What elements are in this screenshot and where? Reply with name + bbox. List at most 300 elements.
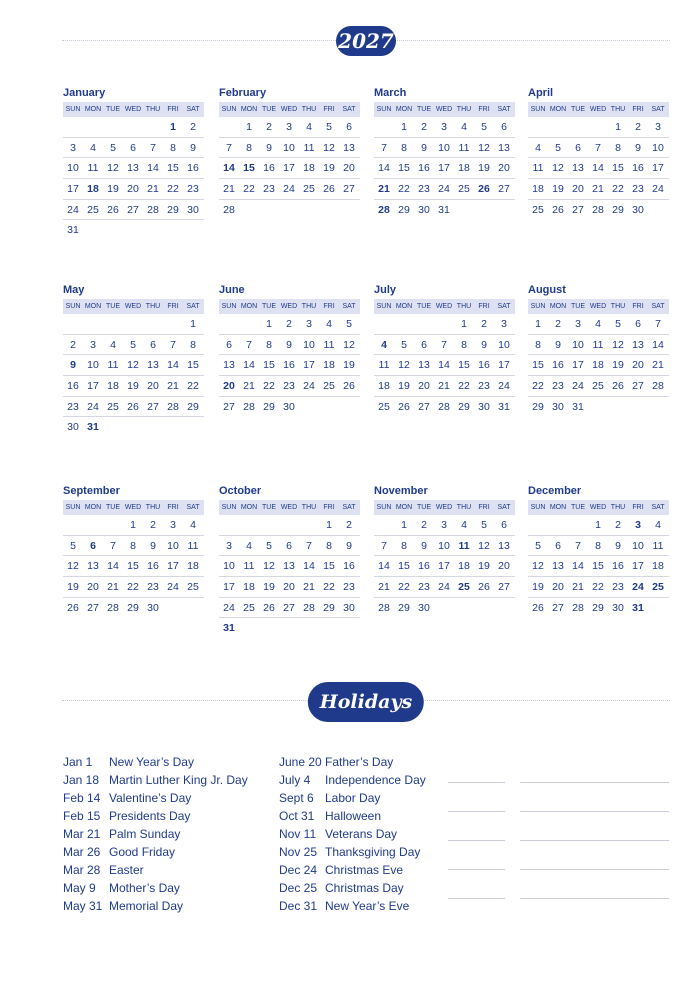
day-cell: 19: [398, 379, 410, 392]
holiday-date: Dec 25: [279, 881, 318, 895]
day-cell: 14: [592, 162, 604, 175]
day-cell: 9: [421, 141, 427, 154]
weekday-label: THU: [145, 504, 161, 511]
day-cell: 2: [635, 120, 641, 133]
weekday-label: WED: [280, 106, 298, 113]
day-cell: 2: [421, 518, 427, 531]
day-cell: 3: [306, 317, 312, 330]
day-cell: 25: [303, 182, 315, 195]
day-cell: 11: [243, 560, 255, 573]
day-cell: 21: [572, 580, 584, 593]
day-cell: 1: [595, 518, 601, 531]
weekday-label: SUN: [530, 106, 546, 113]
day-cell: 24: [67, 203, 79, 216]
weekday-label: SAT: [651, 504, 665, 511]
day-cell: 6: [130, 141, 136, 154]
day-cell: 5: [555, 141, 561, 154]
holiday-item: [279, 825, 426, 843]
day-cell: 24: [572, 379, 584, 392]
day-cell: 4: [655, 518, 661, 531]
month-name: October: [219, 485, 262, 497]
weekday-label: WED: [435, 504, 453, 511]
day-cell: 16: [478, 359, 490, 372]
day-cell: 28: [572, 601, 584, 614]
day-cell: 18: [303, 162, 315, 175]
day-cell: 10: [652, 141, 664, 154]
day-cell: 15: [592, 560, 604, 573]
note-line[interactable]: [520, 841, 669, 870]
day-cell: 19: [478, 560, 490, 573]
day-cell: 9: [346, 539, 352, 552]
day-cell: 24: [632, 580, 644, 593]
month-name: August: [528, 284, 566, 296]
weekday-label: SUN: [65, 504, 81, 511]
weekday-header: [374, 299, 515, 314]
day-cell: 18: [87, 182, 99, 195]
holiday-name: Mother’s Day: [109, 881, 180, 895]
weekday-header: [528, 102, 669, 117]
note-line[interactable]: [448, 841, 505, 870]
day-cell: 14: [378, 162, 390, 175]
day-cell: 12: [478, 141, 490, 154]
day-cell: 11: [323, 338, 335, 351]
day-cell: 4: [326, 317, 332, 330]
day-cell: 19: [127, 379, 139, 392]
weekday-header: [63, 102, 204, 117]
holiday-date: Feb 15: [63, 809, 101, 823]
holiday-name: Martin Luther King Jr. Day: [109, 773, 248, 787]
day-cell: 24: [438, 580, 450, 593]
holiday-item: [63, 753, 248, 771]
day-cell: 15: [127, 560, 139, 573]
day-cell: 1: [535, 317, 541, 330]
day-cell: 25: [532, 203, 544, 216]
day-cell: 19: [478, 162, 490, 175]
day-cell: 17: [223, 580, 235, 593]
day-cell: 21: [107, 580, 119, 593]
week-row: [528, 335, 669, 356]
day-cell: 29: [592, 601, 604, 614]
weekday-label: SAT: [186, 303, 200, 310]
day-cell: 18: [187, 560, 199, 573]
weekday-label: FRI: [478, 106, 490, 113]
note-line[interactable]: [448, 870, 505, 899]
holiday-date: Mar 26: [63, 845, 101, 859]
weekday-label: WED: [589, 504, 607, 511]
day-cell: 13: [343, 141, 355, 154]
day-cell: 20: [127, 182, 139, 195]
month-january: [63, 86, 204, 240]
day-cell: 26: [67, 601, 79, 614]
weekday-label: FRI: [632, 106, 644, 113]
month-name: April: [528, 87, 554, 99]
day-cell: 5: [401, 338, 407, 351]
day-cell: 11: [107, 359, 119, 372]
day-cell: 20: [498, 162, 510, 175]
holiday-name: New Year’s Eve: [325, 899, 410, 913]
month-august: [528, 283, 669, 416]
day-cell: 10: [167, 539, 179, 552]
day-cell: 17: [438, 560, 450, 573]
day-cell: 2: [346, 518, 352, 531]
day-cell: 22: [323, 580, 335, 593]
note-line[interactable]: [448, 754, 505, 783]
day-cell: 9: [421, 539, 427, 552]
holiday-name: Good Friday: [109, 845, 176, 859]
week-row: [219, 536, 360, 557]
week-row: [374, 200, 515, 220]
holiday-date: July 4: [279, 773, 311, 787]
day-cell: 24: [87, 400, 99, 413]
week-row: [219, 577, 360, 598]
day-cell: 31: [498, 400, 510, 413]
day-cell: 4: [190, 518, 196, 531]
holiday-date: Dec 24: [279, 863, 318, 877]
day-cell: 4: [246, 539, 252, 552]
day-cell: 29: [187, 400, 199, 413]
month-february: [219, 86, 360, 219]
weekday-label: MON: [395, 106, 413, 113]
day-cell: 21: [652, 359, 664, 372]
week-row: [528, 598, 669, 618]
weekday-label: SUN: [221, 303, 237, 310]
weekday-label: TUE: [106, 303, 120, 310]
weekday-label: FRI: [632, 303, 644, 310]
holiday-date: June 20: [279, 755, 322, 769]
day-cell: 26: [612, 379, 624, 392]
day-cell: 6: [575, 141, 581, 154]
day-cell: 12: [263, 560, 275, 573]
day-cell: 16: [343, 560, 355, 573]
day-cell: 16: [67, 379, 79, 392]
day-cell: 7: [381, 539, 387, 552]
weekday-header: [63, 299, 204, 314]
day-cell: 15: [532, 359, 544, 372]
weekday-label: TUE: [571, 504, 585, 511]
day-cell: 15: [458, 359, 470, 372]
note-line[interactable]: [448, 783, 505, 812]
day-cell: 2: [70, 338, 76, 351]
day-cell: 13: [87, 560, 99, 573]
day-cell: 28: [223, 203, 235, 216]
week-row: [374, 536, 515, 557]
day-cell: 25: [243, 601, 255, 614]
day-cell: 30: [187, 203, 199, 216]
day-cell: 15: [323, 560, 335, 573]
day-cell: 12: [612, 338, 624, 351]
day-cell: 18: [652, 560, 664, 573]
day-cell: 28: [147, 203, 159, 216]
weekday-label: FRI: [323, 106, 335, 113]
weekday-label: TUE: [262, 303, 276, 310]
day-cell: 16: [552, 359, 564, 372]
holidays-badge: Holidays: [308, 682, 424, 722]
weekday-label: FRI: [323, 504, 335, 511]
day-cell: 3: [655, 120, 661, 133]
day-cell: 25: [592, 379, 604, 392]
day-cell: 31: [223, 622, 235, 635]
day-cell: 30: [552, 400, 564, 413]
holiday-item: [279, 771, 426, 789]
holiday-name: Halloween: [325, 809, 382, 823]
month-march: [374, 86, 515, 219]
day-cell: 20: [343, 162, 355, 175]
weekday-label: WED: [435, 303, 453, 310]
weekday-label: SAT: [342, 303, 356, 310]
year-header: [62, 26, 670, 56]
week-row: [219, 355, 360, 376]
holiday-date: Sept 6: [279, 791, 314, 805]
week-row: [374, 397, 515, 417]
year-badge: 2027: [336, 26, 396, 56]
weekday-label: WED: [124, 504, 142, 511]
holiday-name: New Year’s Day: [109, 755, 194, 769]
weekday-label: FRI: [167, 504, 179, 511]
holiday-list-left: [63, 753, 248, 915]
week-row: [63, 577, 204, 598]
day-cell: 27: [343, 182, 355, 195]
day-cell: 4: [306, 120, 312, 133]
holiday-item: [63, 843, 248, 861]
day-cell: 4: [90, 141, 96, 154]
week-row: [219, 556, 360, 577]
weekday-label: TUE: [262, 106, 276, 113]
day-cell: 6: [421, 338, 427, 351]
week-row: [219, 376, 360, 397]
day-cell: 20: [498, 560, 510, 573]
day-cell: 7: [441, 338, 447, 351]
note-line[interactable]: [520, 870, 669, 899]
day-cell: 28: [243, 400, 255, 413]
week-row: [63, 200, 204, 221]
day-cell: 29: [398, 601, 410, 614]
day-cell: 8: [535, 338, 541, 351]
day-cell: 8: [170, 141, 176, 154]
day-cell: 31: [438, 203, 450, 216]
weekday-label: MON: [395, 504, 413, 511]
holiday-name: Memorial Day: [109, 899, 184, 913]
day-cell: 21: [223, 182, 235, 195]
holiday-date: Jan 18: [63, 773, 100, 787]
day-cell: 14: [303, 560, 315, 573]
week-row: [219, 618, 360, 638]
day-cell: 27: [572, 203, 584, 216]
day-cell: 2: [421, 120, 427, 133]
week-row: [63, 220, 204, 240]
holidays-header: [62, 682, 670, 722]
day-cell: 8: [615, 141, 621, 154]
note-line[interactable]: [448, 812, 505, 841]
holiday-date: Dec 31: [279, 899, 318, 913]
day-cell: 23: [343, 580, 355, 593]
day-cell: 22: [263, 379, 275, 392]
week-row: [63, 314, 204, 335]
day-cell: 1: [615, 120, 621, 133]
day-cell: 2: [150, 518, 156, 531]
day-cell: 10: [87, 359, 99, 372]
week-row: [374, 376, 515, 397]
day-cell: 18: [323, 359, 335, 372]
day-cell: 21: [378, 580, 390, 593]
week-row: [63, 158, 204, 179]
holiday-date: Oct 31: [279, 809, 315, 823]
day-cell: 14: [652, 338, 664, 351]
day-cell: 30: [418, 203, 430, 216]
holiday-date: Mar 21: [63, 827, 101, 841]
day-cell: 22: [458, 379, 470, 392]
note-line[interactable]: [520, 754, 669, 783]
day-cell: 1: [326, 518, 332, 531]
month-name: September: [63, 485, 120, 497]
day-cell: 14: [438, 359, 450, 372]
day-cell: 26: [107, 203, 119, 216]
month-name: June: [219, 284, 245, 296]
day-cell: 7: [381, 141, 387, 154]
day-cell: 7: [170, 338, 176, 351]
day-cell: 4: [461, 518, 467, 531]
day-cell: 30: [478, 400, 490, 413]
day-cell: 3: [635, 518, 641, 531]
weekday-header: [528, 299, 669, 314]
day-cell: 16: [418, 560, 430, 573]
day-cell: 8: [190, 338, 196, 351]
week-row: [374, 556, 515, 577]
weekday-label: FRI: [167, 303, 179, 310]
week-row: [219, 598, 360, 619]
day-cell: 12: [323, 141, 335, 154]
day-cell: 29: [398, 203, 410, 216]
week-row: [528, 314, 669, 335]
day-cell: 25: [458, 182, 470, 195]
weekday-label: MON: [240, 303, 258, 310]
weekday-header: [528, 500, 669, 515]
week-row: [63, 355, 204, 376]
day-cell: 17: [303, 359, 315, 372]
day-cell: 27: [418, 400, 430, 413]
day-cell: 3: [90, 338, 96, 351]
month-name: December: [528, 485, 582, 497]
day-cell: 5: [110, 141, 116, 154]
week-row: [528, 138, 669, 159]
day-cell: 14: [147, 162, 159, 175]
holiday-date: May 9: [63, 881, 96, 895]
day-cell: 14: [223, 162, 235, 175]
week-row: [528, 577, 669, 598]
week-row: [63, 179, 204, 200]
weekday-label: MON: [240, 106, 258, 113]
day-cell: 16: [147, 560, 159, 573]
day-cell: 31: [67, 224, 79, 237]
day-cell: 12: [67, 560, 79, 573]
day-cell: 3: [226, 539, 232, 552]
month-october: [219, 484, 360, 638]
week-row: [219, 158, 360, 179]
weekday-label: THU: [456, 504, 472, 511]
week-row: [374, 577, 515, 598]
day-cell: 11: [532, 162, 544, 175]
day-cell: 18: [532, 182, 544, 195]
day-cell: 11: [458, 539, 470, 552]
day-cell: 17: [652, 162, 664, 175]
note-line[interactable]: [520, 812, 669, 841]
weekday-label: SUN: [221, 504, 237, 511]
day-cell: 4: [535, 141, 541, 154]
day-cell: 9: [615, 539, 621, 552]
weekday-label: SUN: [65, 303, 81, 310]
day-cell: 27: [223, 400, 235, 413]
week-row: [63, 117, 204, 138]
day-cell: 3: [286, 120, 292, 133]
day-cell: 6: [555, 539, 561, 552]
day-cell: 21: [167, 379, 179, 392]
day-cell: 13: [498, 539, 510, 552]
weekday-header: [63, 500, 204, 515]
day-cell: 17: [67, 182, 79, 195]
day-cell: 15: [243, 162, 255, 175]
day-cell: 20: [632, 359, 644, 372]
note-line[interactable]: [520, 783, 669, 812]
day-cell: 5: [481, 120, 487, 133]
holiday-date: Jan 1: [63, 755, 93, 769]
holiday-item: [279, 843, 426, 861]
week-row: [528, 158, 669, 179]
day-cell: 20: [418, 379, 430, 392]
day-cell: 15: [612, 162, 624, 175]
day-cell: 4: [595, 317, 601, 330]
day-cell: 17: [498, 359, 510, 372]
week-row: [63, 397, 204, 418]
day-cell: 4: [381, 338, 387, 351]
day-cell: 23: [67, 400, 79, 413]
month-april: [528, 86, 669, 219]
day-cell: 26: [398, 400, 410, 413]
day-cell: 8: [130, 539, 136, 552]
holiday-date: Feb 14: [63, 791, 101, 805]
day-cell: 11: [378, 359, 390, 372]
weekday-label: MON: [240, 504, 258, 511]
day-cell: 7: [575, 539, 581, 552]
day-cell: 18: [592, 359, 604, 372]
weekday-label: WED: [435, 106, 453, 113]
weekday-label: FRI: [478, 504, 490, 511]
holiday-name: Easter: [109, 863, 144, 877]
day-cell: 18: [378, 379, 390, 392]
day-cell: 7: [655, 317, 661, 330]
day-cell: 10: [438, 141, 450, 154]
day-cell: 13: [147, 359, 159, 372]
day-cell: 28: [592, 203, 604, 216]
day-cell: 8: [326, 539, 332, 552]
day-cell: 6: [150, 338, 156, 351]
day-cell: 5: [615, 317, 621, 330]
weekday-label: MON: [84, 106, 102, 113]
weekday-label: WED: [124, 106, 142, 113]
day-cell: 25: [652, 580, 664, 593]
week-row: [219, 515, 360, 536]
day-cell: 10: [67, 162, 79, 175]
day-cell: 29: [612, 203, 624, 216]
weekday-label: THU: [301, 303, 317, 310]
day-cell: 16: [263, 162, 275, 175]
day-cell: 7: [110, 539, 116, 552]
day-cell: 27: [87, 601, 99, 614]
day-cell: 13: [223, 359, 235, 372]
day-cell: 31: [87, 421, 99, 434]
weekday-label: SUN: [65, 106, 81, 113]
month-july: [374, 283, 515, 416]
day-cell: 5: [130, 338, 136, 351]
day-cell: 15: [398, 560, 410, 573]
